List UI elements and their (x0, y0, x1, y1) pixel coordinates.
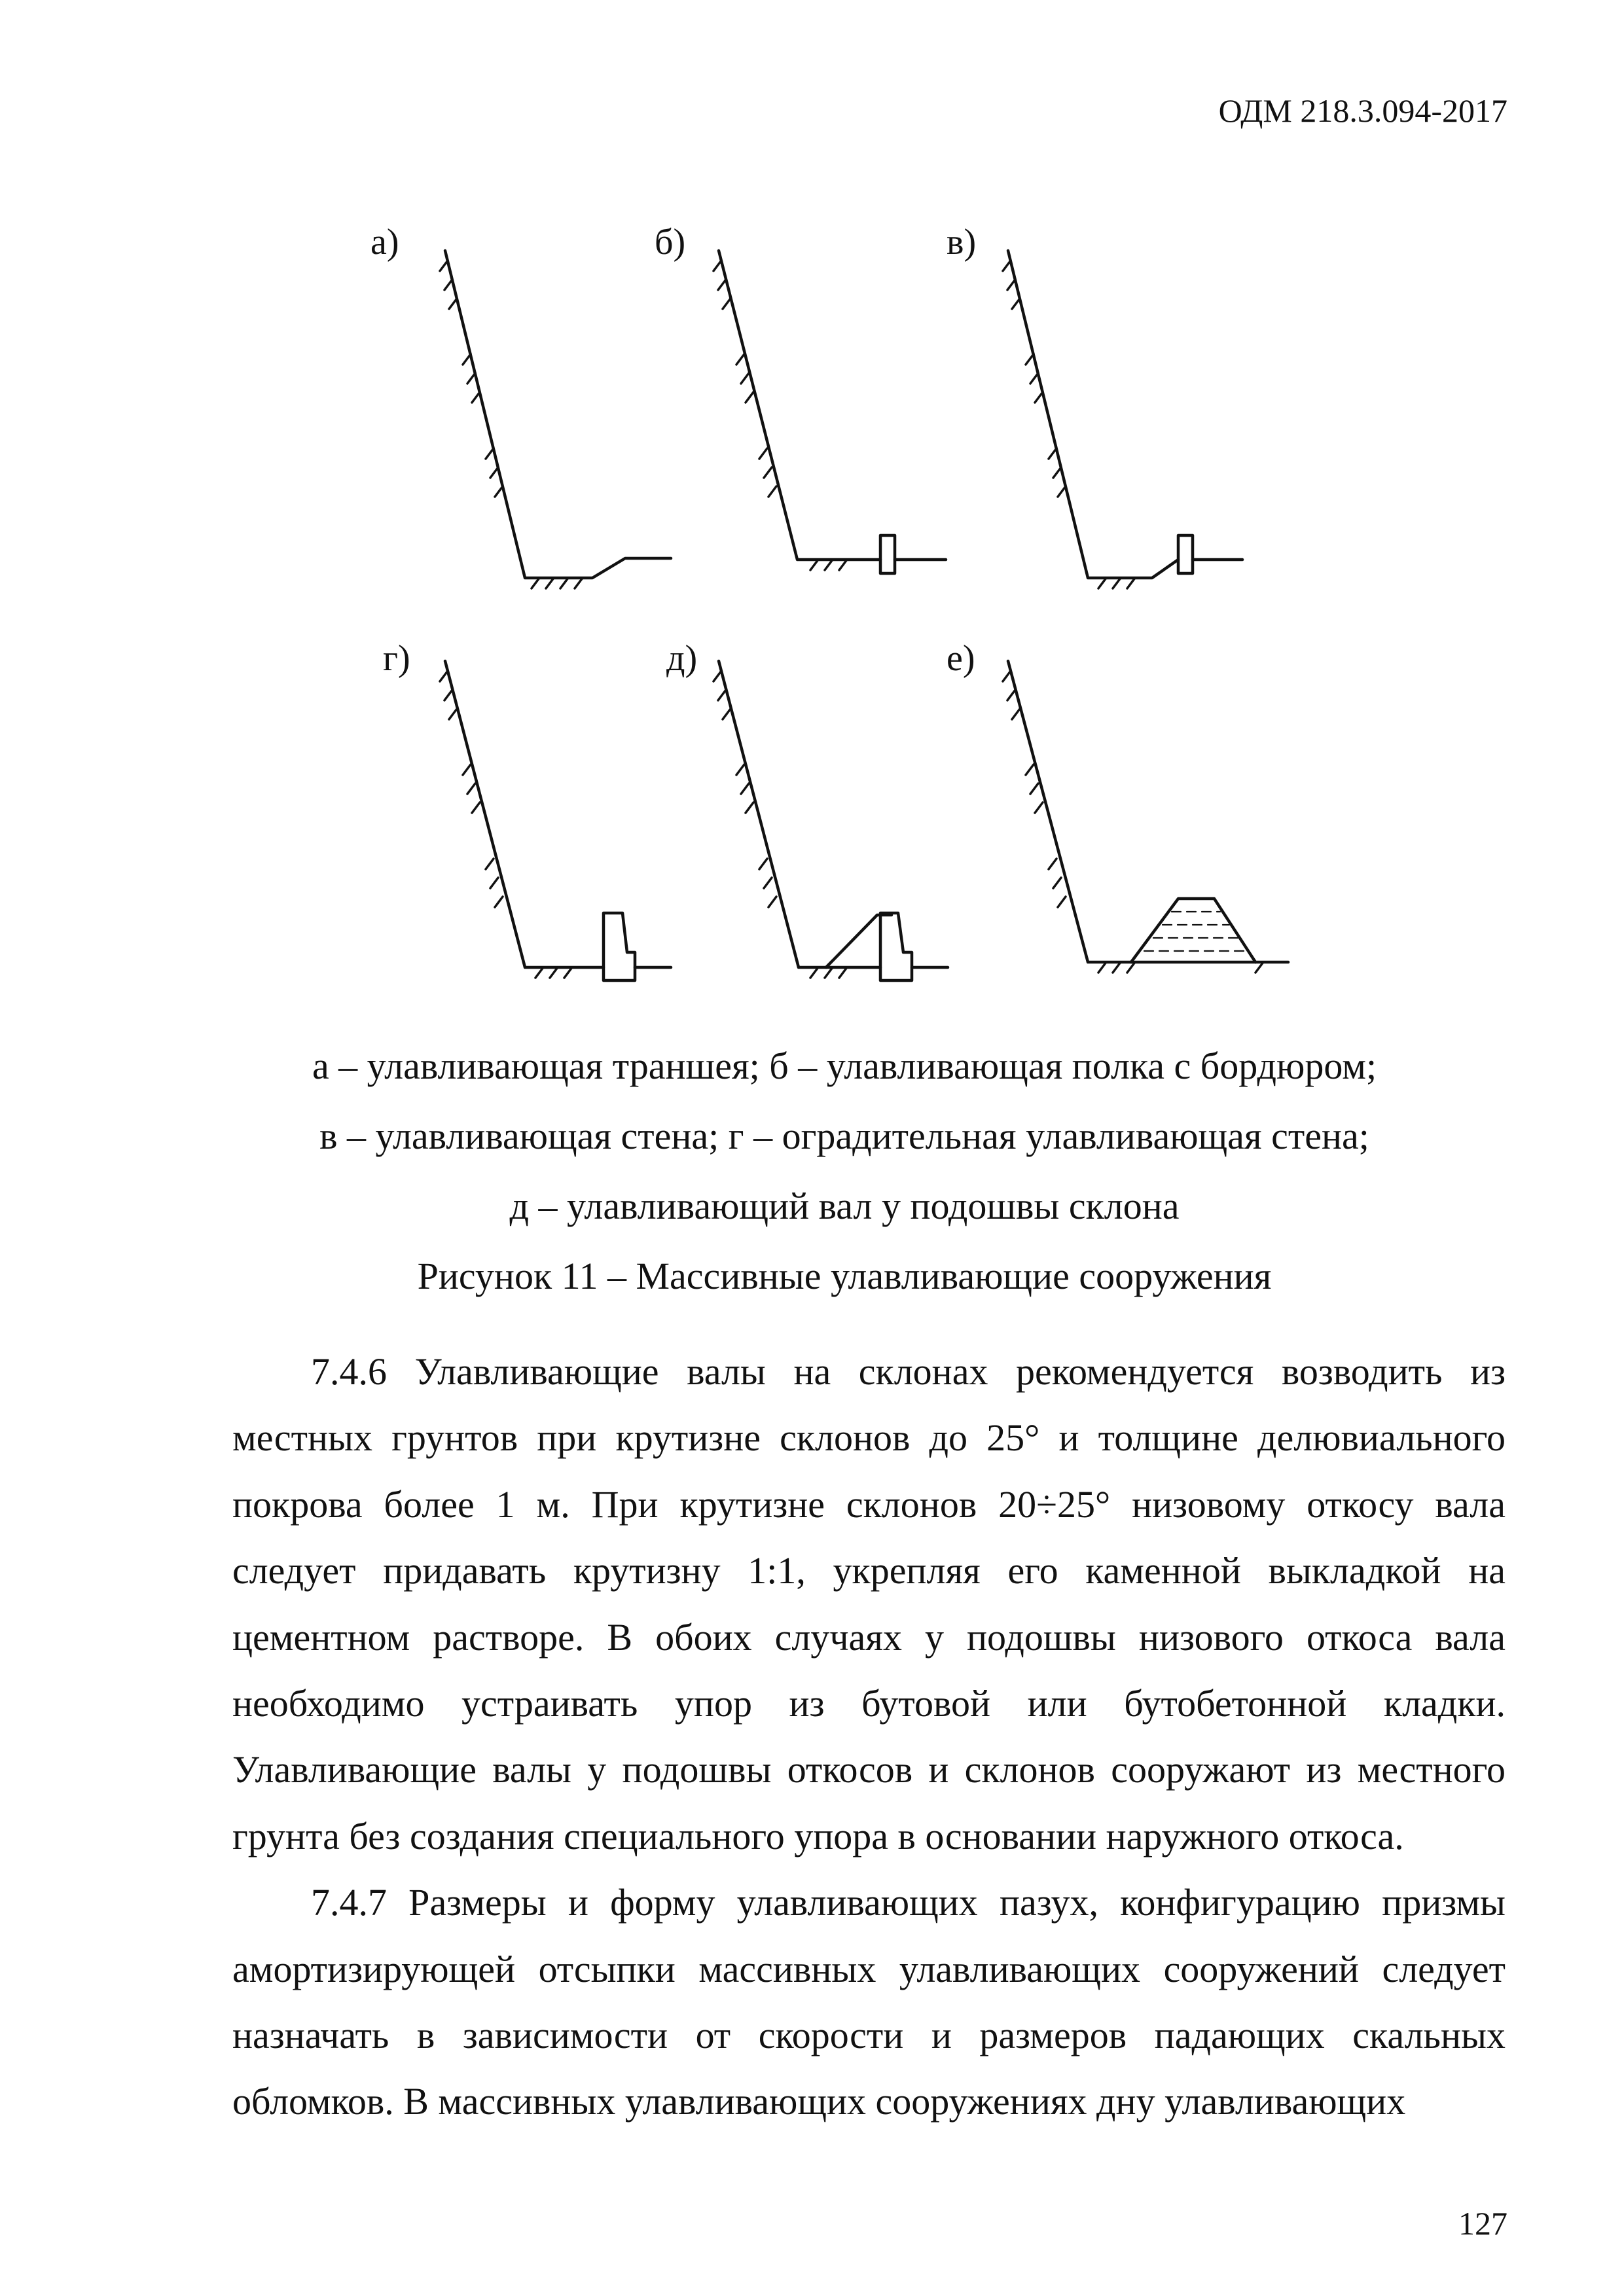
panel-a-trench (440, 251, 671, 588)
legend-line-2: в – улавливающая стена; г – оградительная улавливающая стена; (319, 1115, 1369, 1157)
panel-v-catching-wall (1003, 251, 1242, 588)
panel-d-wall-backfill (713, 661, 948, 980)
body-text (232, 1338, 1506, 2135)
panel-g-barrier-wall (440, 661, 671, 980)
panel-label-a: а) (370, 222, 399, 262)
figure-11 (0, 0, 1624, 1021)
panel-label-b: б) (655, 222, 686, 262)
panel-e-earth-bank (1003, 661, 1288, 973)
figure-title: Рисунок 11 – Массивные улавливающие сооружения (417, 1255, 1272, 1297)
paragraph-7-4-7: 7.4.7 Размеры и форму улавливающих пазух, конфигурацию призмы амортизирующей отсыпки массивных улавливающих сооружений следует назначать в зависимости от скорости и размеров падающих скальных обломков. В массивных улавливающих сооружениях дну улавливающих (232, 1881, 1506, 2123)
panel-label-v: в) (947, 222, 977, 262)
legend-line-3: д – улавливающий вал у подошвы склона (509, 1185, 1180, 1227)
legend-line-1: а – улавливающая траншея; б – улавливающая полка с бордюром; (312, 1045, 1377, 1087)
paragraph-7-4-6: 7.4.6 Улавливающие валы на склонах рекомендуется возводить из местных грунтов при крутизне склонов до 25° и толщине делювиального покрова более 1 м. При крутизне склонов 20÷25° низовому откосу вала следует придавать крутизну 1:1, укрепляя его каменной выкладкой на цементном растворе. В обоих случаях у подошвы низового откоса вала необходимо устраивать упор из бутовой или бутобетонной кладки. Улавливающие валы у подошвы откосов и склонов сооружают из местного грунта без создания специального упора в основании наружного откоса. (232, 1350, 1506, 1857)
page-number: 127 (1458, 2205, 1507, 2242)
figure-caption (196, 1031, 1492, 1311)
panel-label-d: д) (666, 638, 698, 679)
panel-label-g: г) (383, 638, 410, 679)
panel-b-shelf-curb (713, 251, 946, 573)
document-code: ОДМ 218.3.094-2017 (1218, 92, 1507, 129)
panel-label-e: е) (947, 638, 975, 679)
